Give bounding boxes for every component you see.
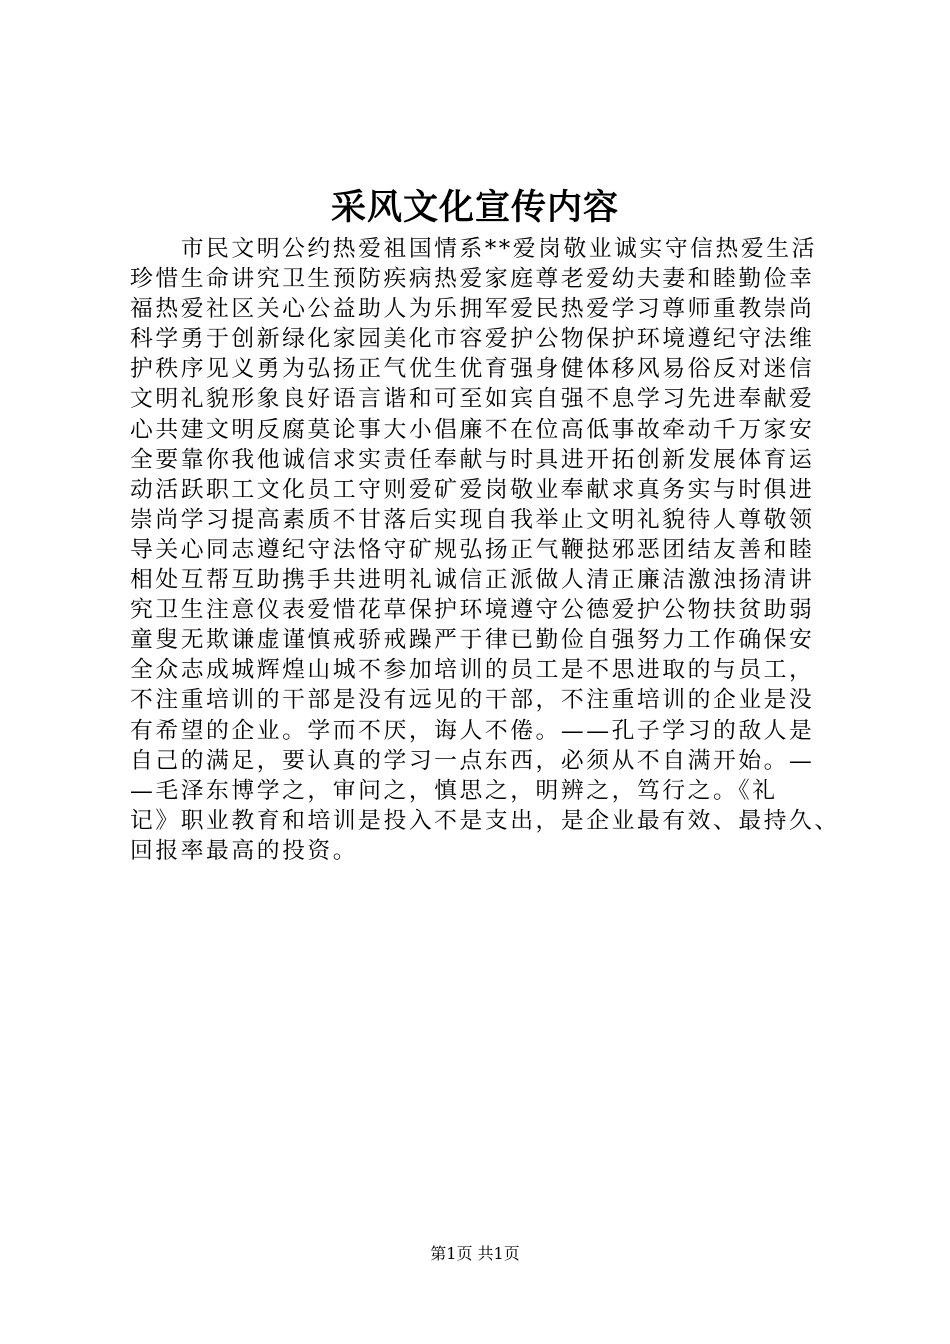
body-line: 回报率最高的投资。: [130, 837, 359, 864]
body-line: 记》职业教育和培训是投入不是支出，是企业最有效、最持久、: [130, 807, 840, 834]
body-line: 导关心同志遵纪守法恪守矿规弘扬正气鞭挞邪恶团结友善和睦: [130, 536, 815, 563]
body-line: 科学勇于创新绿化家园美化市容爱护公物保护环境遵纪守法维: [130, 326, 815, 353]
body-line: 福热爱社区关心公益助人为乐拥军爱民热爱学习尊师重教崇尚: [130, 296, 815, 323]
body-line: 相处互帮互助携手共进明礼诚信正派做人清正廉洁激浊扬清讲: [130, 567, 815, 594]
body-line: 文明礼貌形象良好语言谐和可至如宾自强不息学习先进奉献爱: [130, 386, 815, 413]
body-line: 心共建文明反腐莫论事大小倡廉不在位高低事故牵动千万家安: [130, 416, 815, 443]
body-line: 崇尚学习提高素质不甘落后实现自我举止文明礼貌待人尊敬领: [130, 506, 815, 533]
page-title: 采风文化宣传内容: [330, 187, 619, 228]
body-line: 自己的满足，要认真的学习一点东西，必须从不自满开始。—: [130, 747, 815, 774]
body-line: 全要靠你我他诚信求实责任奉献与时具进开拓创新发展体育运: [130, 446, 815, 473]
body-line: 究卫生注意仪表爱惜花草保护环境遵守公德爱护公物扶贫助弱: [130, 597, 815, 624]
body-line: 动活跃职工文化员工守则爱矿爱岗敬业奉献求真务实与时俱进: [130, 476, 815, 503]
body-line: 童叟无欺谦虚谨慎戒骄戒躁严于律已勤俭自强努力工作确保安: [130, 627, 815, 654]
body-text: [130, 234, 845, 866]
body-line: 有希望的企业。学而不厌，诲人不倦。——孔子学习的敌人是: [130, 717, 815, 744]
page-footer: 第1页 共1页: [430, 1244, 520, 1263]
body-line: —毛泽东博学之，审问之，慎思之，明辨之，笃行之。《礼: [130, 777, 778, 804]
body-line: 不注重培训的干部是没有远见的干部，不注重培训的企业是没: [130, 687, 815, 714]
body-line: 护秩序见义勇为弘扬正气优生优育强身健体移风易俗反对迷信: [130, 356, 815, 383]
body-line: 珍惜生命讲究卫生预防疾病热爱家庭尊老爱幼夫妻和睦勤俭幸: [130, 266, 815, 293]
body-line: 市民文明公约热爱祖国情系**爱岗敬业诚实守信热爱生活: [130, 236, 817, 262]
body-line: 全众志成城辉煌山城不参加培训的员工是不思进取的与员工，: [130, 657, 815, 684]
